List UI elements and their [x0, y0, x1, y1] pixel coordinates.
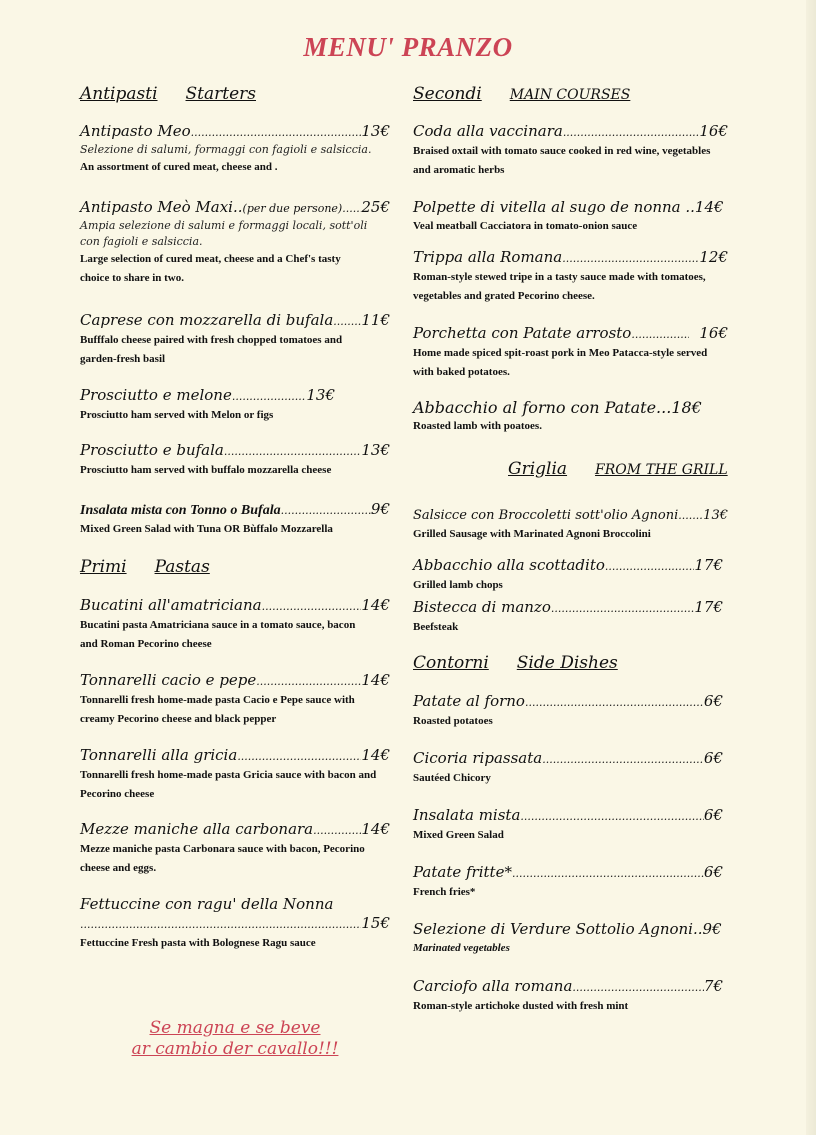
item-description-en: Tonnarelli fresh home-made pasta Cacio e Pepe sauce with creamy Pecorino cheese and black pepper	[80, 694, 355, 725]
item-description-en: Mixed Green Salad with Tuna OR Bùffalo Mozzarella	[80, 523, 333, 535]
heading-it: Primi	[80, 557, 127, 577]
item-description-en: Tonnarelli fresh home-made pasta Gricia sauce with bacon and Pecorino cheese	[80, 769, 377, 800]
dot-leader	[191, 123, 362, 142]
item-description-en: Grilled Sausage with Marinated Agnoni Broccolini	[413, 528, 651, 540]
dot-leader	[512, 864, 704, 883]
item-name: Coda alla vaccinara	[413, 122, 563, 140]
menu-item	[80, 122, 390, 177]
menu-item	[80, 596, 390, 654]
menu-item	[413, 556, 728, 595]
item-description-en: Prosciutto ham served with Melon or figs	[80, 409, 274, 421]
section-heading-griglia	[508, 459, 728, 479]
item-name: Insalata mista	[413, 806, 521, 824]
page-title: MENU' PRANZO	[303, 32, 513, 62]
item-name: Mezze maniche alla carbonara	[80, 820, 314, 838]
menu-item	[413, 248, 728, 306]
menu-item	[413, 749, 728, 788]
item-price: 16€	[699, 122, 728, 140]
item-name: Polpette di vitella al sugo de nonna ..	[413, 198, 695, 216]
dot-leader	[678, 506, 703, 525]
item-description-en: Fettuccine Fresh pasta with Bolognese Ragu sauce	[80, 937, 316, 949]
menu-item	[80, 311, 390, 369]
item-name: Antipasto Meo	[80, 122, 191, 140]
dot-leader	[572, 978, 704, 997]
item-description-en: Mezze maniche pasta Carbonara sauce with bacon, Pecorino cheese and eggs.	[80, 843, 365, 874]
dot-leader	[563, 123, 700, 142]
heading-it: Secondi	[413, 84, 482, 104]
section-heading-antipasti	[80, 84, 256, 104]
item-description-en: Sautéed Chicory	[413, 772, 491, 784]
item-name: Cicoria ripassata	[413, 749, 543, 767]
heading-en: FROM THE GRILL	[595, 462, 728, 478]
item-name: Abbacchio alla scottadito	[413, 556, 605, 574]
item-name: Prosciutto e bufala	[80, 441, 224, 459]
item-description-en: Grilled lamb chops	[413, 579, 503, 591]
item-price: 25€	[361, 198, 390, 216]
dot-leader	[342, 199, 361, 218]
heading-it: Griglia	[508, 459, 568, 479]
item-description-it: Ampia selezione di salumi e formaggi locali, sott'oli con fagioli e salsiccia.	[80, 219, 368, 248]
item-description-en: Home made spiced spit-roast pork in Meo Patacca-style served with baked potatoes.	[413, 347, 708, 378]
item-description-en: Bucatini pasta Amatriciana sauce in a tomato sauce, bacon and Roman Pecorino cheese	[80, 619, 356, 650]
dot-leader	[262, 597, 362, 616]
item-name: Tonnarelli cacio e pepe	[80, 671, 257, 689]
item-price: 13€	[306, 386, 335, 404]
item-name: Selezione di Verdure Sottolio Agnoni..	[413, 920, 703, 938]
menu-item	[413, 806, 728, 845]
item-name: Bistecca di manzo	[413, 598, 551, 616]
item-price: 13€	[361, 122, 390, 140]
item-description-it: Selezione di salumi, formaggi con fagioli e salsiccia.	[80, 143, 372, 156]
menu-item	[80, 746, 390, 804]
slogan	[115, 1018, 355, 1060]
dot-leader	[605, 557, 694, 576]
item-name: Porchetta con Patate arrosto	[413, 324, 632, 342]
heading-en: Side Dishes	[516, 653, 618, 673]
item-name: Insalata mista con Tonno o Bufala	[80, 503, 281, 518]
heading-en: Starters	[185, 84, 256, 104]
slogan-line-2: ar cambio der cavallo!!!	[131, 1039, 339, 1059]
menu-item	[413, 598, 728, 637]
dot-leader	[80, 915, 361, 934]
item-name: Fettuccine con ragu' della Nonna	[80, 895, 334, 913]
section-heading-secondi	[413, 84, 630, 104]
menu-item	[80, 820, 390, 878]
item-price: 12€	[699, 248, 728, 266]
item-name: Salsicce con Broccoletti sott'olio Agnoni	[413, 508, 679, 523]
item-price: 14€	[361, 820, 390, 838]
heading-en: MAIN COURSES	[509, 87, 631, 103]
item-name: Tonnarelli alla gricia	[80, 746, 238, 764]
menu-item	[80, 500, 390, 539]
item-name: Patate fritte*	[413, 863, 512, 881]
item-price: 14€	[694, 198, 724, 216]
item-description-en: Roman-style stewed tripe in a tasty sauce made with tomatoes, vegetables and grated Pecorino cheese.	[413, 271, 706, 302]
dot-leader	[631, 325, 689, 344]
dot-leader	[281, 501, 371, 520]
dot-leader	[313, 821, 361, 840]
dot-leader	[237, 747, 361, 766]
item-description-en: Beefsteak	[413, 621, 459, 633]
item-description-en: Large selection of cured meat, cheese and a Chef's tasty choice to share in two.	[80, 253, 341, 284]
menu-item	[413, 122, 728, 180]
item-description-en: Veal meatball Cacciatora in tomato-onion sauce	[413, 220, 638, 232]
menu-item	[80, 895, 390, 953]
item-description-en: Roasted potatoes	[413, 715, 493, 727]
item-price: 6€	[703, 692, 723, 710]
item-price: 13€	[361, 441, 390, 459]
menu-item	[413, 324, 728, 382]
heading-it: Antipasti	[80, 84, 158, 104]
item-price: 15€	[361, 914, 390, 932]
dot-leader	[551, 599, 694, 618]
menu-item	[80, 441, 390, 480]
dot-leader	[562, 249, 699, 268]
item-price: 16€	[699, 324, 728, 342]
item-price: 7€	[703, 977, 723, 995]
item-name: Carciofo alla romana	[413, 977, 573, 995]
item-description-en: French fries*	[413, 886, 476, 898]
item-name: Abbacchio al forno con Patate...	[413, 398, 672, 417]
menu-item	[413, 977, 728, 1016]
item-name: Prosciutto e melone	[80, 386, 232, 404]
item-description-en: Roasted lamb with poatoes.	[413, 420, 542, 432]
item-price: 14€	[361, 671, 390, 689]
page-edge	[806, 0, 816, 1135]
menu-item	[413, 398, 728, 436]
item-price: 6€	[703, 863, 723, 881]
section-heading-primi	[80, 557, 210, 577]
item-price: 17€	[694, 556, 723, 574]
dot-leader	[542, 750, 704, 769]
item-price: 17€	[694, 598, 723, 616]
item-description-en: Bufffalo cheese paired with fresh chopped tomatoes and garden-fresh basil	[80, 334, 343, 365]
item-price: 9€	[370, 500, 390, 518]
item-name: Antipasto Meò Maxi..	[80, 198, 243, 216]
item-description-en: Marinated vegetables	[413, 942, 510, 954]
item-price: 18€	[671, 398, 702, 417]
item-name-note: (per due persone)	[242, 202, 343, 215]
item-description-en: Roman-style artichoke dusted with fresh mint	[413, 1000, 629, 1012]
menu-item	[80, 198, 390, 288]
heading-en: Pastas	[154, 557, 210, 577]
item-description-en: Prosciutto ham served with buffalo mozzarella cheese	[80, 464, 332, 476]
item-description-en: An assortment of cured meat, cheese and .	[80, 161, 278, 173]
item-price: 6€	[703, 806, 723, 824]
item-name: Caprese con mozzarella di bufala	[80, 311, 334, 329]
slogan-line-1: Se magna e se beve	[149, 1018, 321, 1038]
item-description-en: Braised oxtail with tomato sauce cooked in red wine, vegetables and aromatic herbs	[413, 145, 711, 176]
dot-leader	[333, 312, 361, 331]
item-name: Trippa alla Romana	[413, 248, 563, 266]
menu-item	[413, 692, 728, 731]
menu-item	[80, 386, 390, 425]
dot-leader	[232, 387, 307, 406]
item-price: 9€	[702, 920, 722, 938]
menu-item	[413, 920, 728, 958]
section-heading-contorni	[413, 653, 618, 673]
item-price: 13€	[703, 508, 728, 523]
dot-leader	[520, 807, 704, 826]
item-price: 6€	[703, 749, 723, 767]
menu-item	[413, 506, 728, 544]
item-price: 11€	[361, 311, 390, 329]
item-name: Patate al forno	[413, 692, 525, 710]
item-description-en: Mixed Green Salad	[413, 829, 504, 841]
menu-item	[413, 863, 728, 902]
menu-item	[80, 671, 390, 729]
item-price: 14€	[361, 746, 390, 764]
dot-leader	[525, 693, 704, 712]
heading-it: Contorni	[413, 653, 489, 673]
dot-leader	[256, 672, 361, 691]
menu-item	[413, 198, 728, 236]
item-price: 14€	[361, 596, 390, 614]
dot-leader	[224, 442, 362, 461]
item-name: Bucatini all'amatriciana	[80, 596, 262, 614]
